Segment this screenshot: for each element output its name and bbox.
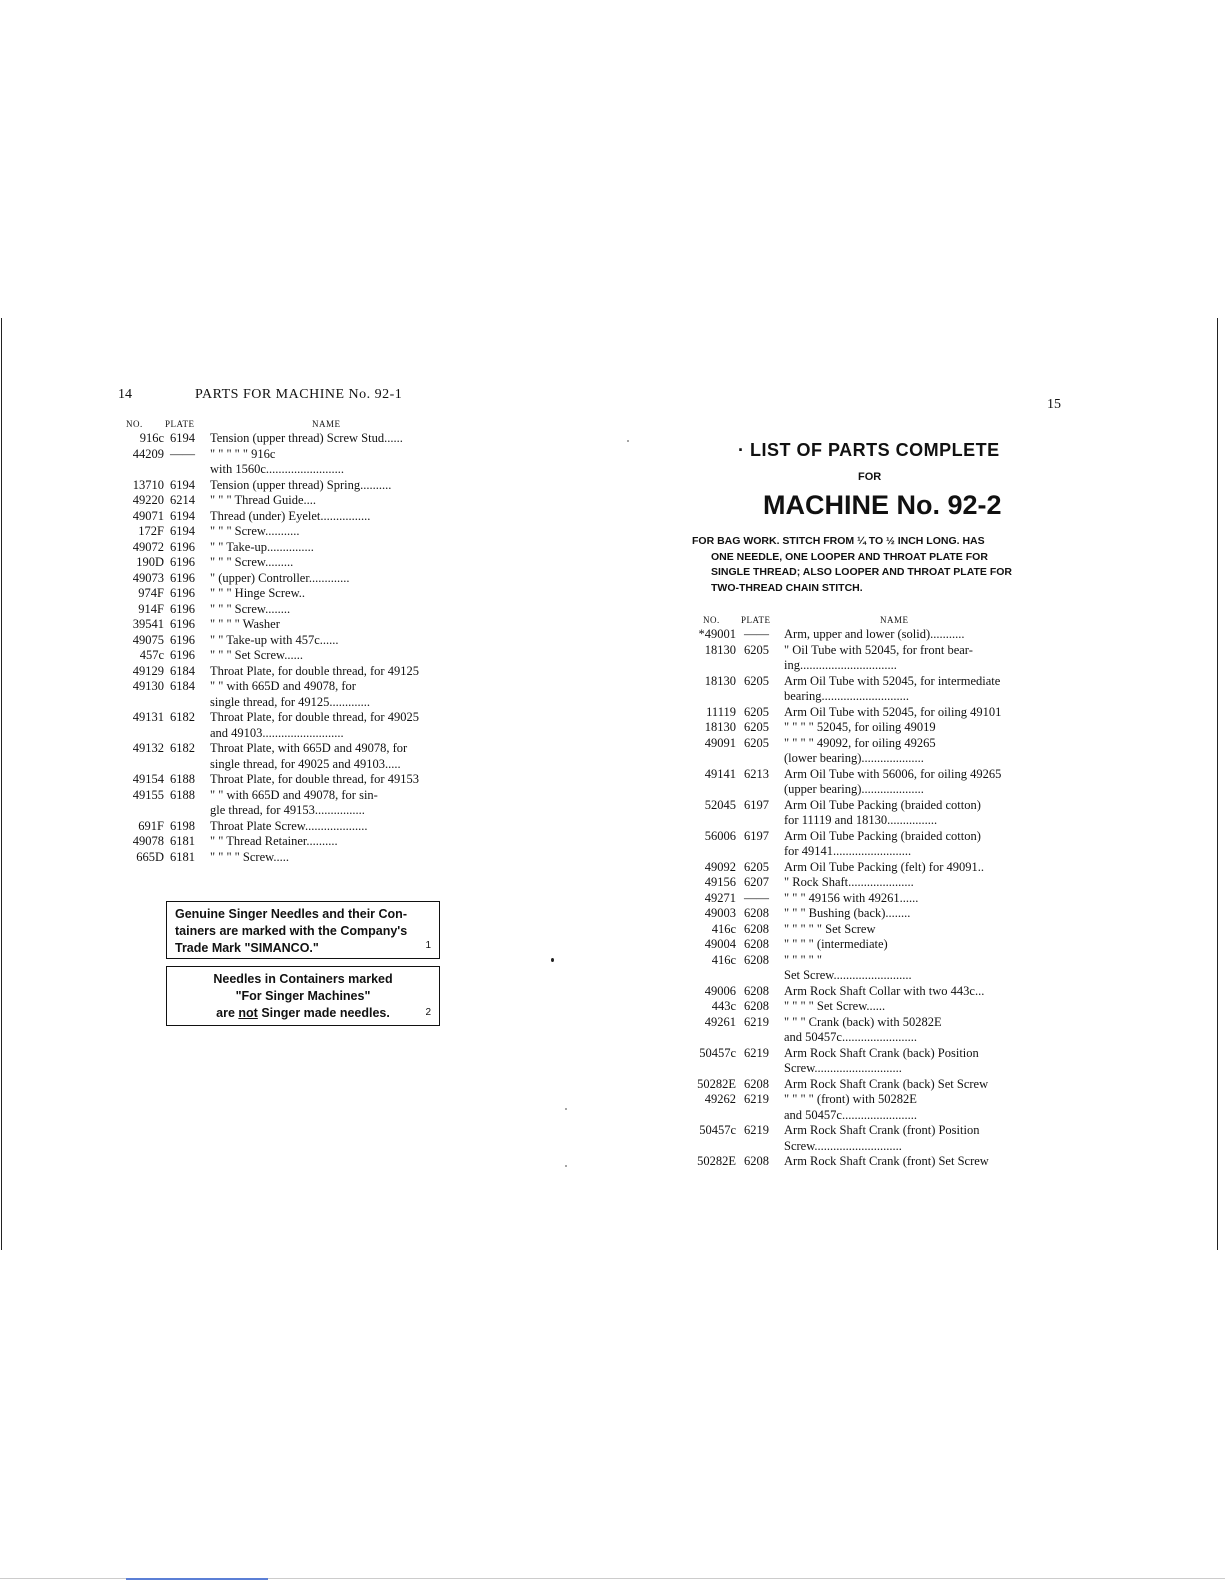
parts-row [690, 689, 1025, 705]
parts-row [690, 1046, 1025, 1062]
part-no: 190D [136, 555, 164, 569]
part-no: 49092 [704, 859, 736, 874]
part-plate: 6194 [170, 477, 195, 492]
part-name: single thread, for 49025 and 49103..... [210, 756, 401, 771]
part-no: 49072 [132, 539, 164, 554]
parts-row [690, 1108, 1025, 1124]
parts-row [690, 813, 1025, 829]
running-head: PARTS FOR MACHINE No. 92-1 [195, 387, 403, 402]
left-page-number: 14 [118, 387, 132, 402]
parts-row [690, 875, 1025, 891]
part-no: 52045 [704, 797, 736, 812]
part-plate: 6188 [170, 787, 195, 802]
part-name: Throat Plate, for double thread, for 49125 [210, 663, 419, 678]
part-no: 49004 [704, 937, 736, 951]
part-plate: 6208 [744, 983, 769, 998]
parts-row [690, 751, 1025, 767]
description-line: FOR BAG WORK. STITCH FROM ¼ TO ½ INCH LONG. HAS [692, 535, 985, 547]
part-plate: 6205 [744, 720, 769, 734]
part-name: " " " " " 916c [210, 446, 276, 461]
parts-row [690, 627, 1025, 643]
part-name: Arm Oil Tube with 52045, for oiling 49101 [784, 704, 1002, 719]
parts-row [690, 782, 1025, 798]
parts-row [690, 1015, 1025, 1031]
part-no: 13710 [132, 477, 164, 492]
left-parts-table [118, 431, 448, 865]
part-plate: —— [170, 446, 195, 461]
part-name: " " " " Set Screw...... [784, 999, 886, 1013]
part-no: 49071 [132, 508, 164, 523]
parts-row [118, 555, 448, 571]
parts-row [118, 633, 448, 649]
part-plate: 6196 [170, 586, 195, 600]
part-name: gle thread, for 49153................ [210, 803, 365, 817]
part-plate: 6196 [170, 539, 195, 554]
part-no: 49091 [704, 735, 736, 750]
parts-row [690, 798, 1025, 814]
part-plate: 6205 [744, 704, 769, 719]
part-no: 49003 [704, 906, 736, 920]
notice-1-number: 1 [425, 940, 431, 951]
part-name: " " " " 52045, for oiling 49019 [784, 720, 936, 734]
parts-row [118, 540, 448, 556]
part-plate: 6196 [170, 601, 195, 616]
part-plate: 6208 [744, 1076, 769, 1091]
part-plate: 6182 [170, 710, 195, 724]
parts-row [118, 726, 448, 742]
part-name: " " " Screw......... [210, 555, 294, 569]
part-no: 49073 [132, 570, 164, 585]
parts-row [118, 710, 448, 726]
part-no: 443c [711, 999, 736, 1013]
parts-row [118, 602, 448, 618]
parts-row [690, 922, 1025, 938]
parts-row [690, 1139, 1025, 1155]
parts-row [690, 658, 1025, 674]
part-no: 457c [139, 648, 164, 662]
part-name: Screw............................ [784, 1061, 902, 1075]
part-name: " " " 49156 with 49261...... [784, 890, 919, 905]
part-no: 50457c [699, 1045, 736, 1060]
part-name: " " " Thread Guide.... [210, 493, 317, 507]
part-name: Arm Oil Tube Packing (braided cotton) [784, 797, 981, 812]
part-no: 56006 [704, 828, 736, 843]
parts-row [690, 860, 1025, 876]
part-name: with 1560c......................... [210, 462, 345, 476]
part-no: 49078 [132, 834, 164, 848]
part-plate: 6219 [744, 1092, 769, 1106]
part-name: and 50457c........................ [784, 1030, 917, 1044]
part-name: (upper bearing).................... [784, 782, 924, 796]
part-no: 49220 [132, 493, 164, 507]
part-name: and 49103.......................... [210, 725, 344, 740]
part-plate: 6188 [170, 772, 195, 786]
part-name: Set Screw......................... [784, 968, 912, 982]
right-col-no-header: NO. [703, 615, 720, 625]
part-no: 914F [138, 601, 164, 616]
scan-speck [565, 1108, 567, 1110]
left-col-name-header: NAME [312, 419, 341, 429]
parts-row [690, 1154, 1025, 1170]
parts-row [118, 788, 448, 804]
notice-1-line: Trade Mark "SIMANCO." [175, 941, 319, 955]
part-no: 665D [136, 849, 164, 864]
part-plate: 6181 [170, 849, 195, 864]
part-plate: 6205 [744, 673, 769, 688]
right-parts-table [690, 627, 1025, 1170]
part-no: 50282E [697, 1076, 736, 1091]
part-name: Throat Plate, with 665D and 49078, for [210, 741, 408, 755]
right-col-plate-header: PLATE [741, 615, 771, 625]
notice-2-line: Needles in Containers marked [213, 972, 393, 986]
part-name: Arm Rock Shaft Crank (front) Set Screw [784, 1154, 989, 1168]
parts-row [118, 850, 448, 866]
part-no: 49006 [704, 983, 736, 998]
part-name: " " Take-up with 457c...... [210, 632, 339, 647]
part-name: Arm Oil Tube with 56006, for oiling 49265 [784, 766, 1002, 781]
part-name: " " " Screw........ [210, 601, 291, 616]
parts-row [118, 447, 448, 463]
left-col-no-header: NO. [126, 419, 143, 429]
page-edge-left [1, 318, 2, 1250]
parts-row [118, 772, 448, 788]
part-name: " (upper) Controller............. [210, 570, 350, 585]
parts-row [690, 1123, 1025, 1139]
part-no: 49154 [132, 772, 164, 786]
notice-2-line: "For Singer Machines" [235, 989, 371, 1003]
parts-row [690, 906, 1025, 922]
parts-row [690, 968, 1025, 984]
part-plate: 6194 [170, 431, 195, 445]
machine-description [692, 534, 1032, 596]
parts-row [690, 953, 1025, 969]
notice-1-line: tainers are marked with the Company's [175, 924, 408, 938]
notice-1-line: Genuine Singer Needles and their Con- [175, 907, 407, 921]
part-plate: 6194 [170, 508, 195, 523]
part-name: " " " Bushing (back)........ [784, 906, 911, 920]
part-plate: 6208 [744, 952, 769, 967]
part-name: Arm Rock Shaft Collar with two 443c... [784, 983, 985, 998]
part-plate: 6184 [170, 663, 195, 678]
part-name: " " Thread Retainer.......... [210, 834, 338, 848]
part-name: Arm Oil Tube Packing (felt) for 49091.. [784, 859, 984, 874]
description-line: SINGLE THREAD; ALSO LOOPER AND THROAT PLATE FOR [711, 566, 1012, 578]
part-name: " " " " 49092, for oiling 49265 [784, 735, 936, 750]
part-plate: 6196 [170, 632, 195, 647]
parts-row [118, 431, 448, 447]
part-no: 50282E [697, 1154, 736, 1168]
part-plate: 6181 [170, 834, 195, 848]
part-name: " " " Screw........... [210, 524, 300, 538]
part-plate: 6208 [744, 906, 769, 920]
part-no: 18130 [704, 720, 736, 734]
part-name: Arm Oil Tube with 52045, for intermediate [784, 673, 1001, 688]
part-no: 18130 [704, 642, 736, 657]
right-col-name-header: NAME [880, 615, 909, 625]
part-name: " " " " " Set Screw [784, 921, 876, 936]
description-line: TWO-THREAD CHAIN STITCH. [711, 581, 863, 594]
part-name: Arm Rock Shaft Crank (back) Position [784, 1045, 979, 1060]
part-name: for 49141......................... [784, 844, 912, 858]
part-plate: 6196 [170, 570, 195, 585]
parts-row [118, 571, 448, 587]
part-name: " " Take-up............... [210, 539, 314, 554]
part-plate: —— [744, 890, 769, 905]
parts-row [690, 674, 1025, 690]
part-name: " " " " " [784, 952, 823, 967]
part-name: " " " Set Screw...... [210, 648, 303, 662]
scan-speck [551, 958, 554, 962]
part-no: 44209 [132, 446, 164, 461]
part-plate: 6196 [170, 648, 195, 662]
part-no: 916c [139, 431, 164, 445]
part-name: " " " Hinge Screw.. [210, 586, 306, 600]
right-page-number: 15 [1047, 397, 1061, 412]
part-no: 416c [711, 952, 736, 967]
part-no: 11119 [706, 704, 736, 719]
link-underline[interactable] [126, 1578, 268, 1580]
part-name: Screw............................ [784, 1138, 902, 1153]
part-no: 49131 [132, 710, 164, 724]
part-name: Throat Plate, for double thread, for 49025 [210, 710, 419, 724]
parts-row [690, 705, 1025, 721]
parts-row [118, 478, 448, 494]
parts-row [118, 509, 448, 525]
parts-row [690, 1030, 1025, 1046]
part-name: " " " Crank (back) with 50282E [784, 1014, 942, 1029]
notice-2-underlined-word: not [238, 1006, 258, 1020]
parts-row [690, 720, 1025, 736]
part-plate: 6198 [170, 818, 195, 833]
scan-speck [565, 1165, 567, 1167]
part-name: " " " " Screw..... [210, 849, 289, 864]
part-plate: 6205 [744, 859, 769, 874]
part-name: Thread (under) Eyelet................ [210, 508, 371, 523]
parts-row [118, 757, 448, 773]
parts-row [118, 648, 448, 664]
part-no: 416c [711, 921, 736, 936]
page-edge-right [1217, 318, 1218, 1250]
parts-row [118, 819, 448, 835]
part-plate: 6182 [170, 741, 195, 755]
part-no: 49075 [132, 632, 164, 647]
parts-row [690, 767, 1025, 783]
parts-row [118, 664, 448, 680]
part-plate: 6196 [170, 555, 195, 569]
part-plate: 6184 [170, 679, 195, 693]
title-for: FOR [858, 471, 882, 483]
parts-row [690, 1061, 1025, 1077]
part-plate: 6219 [744, 1014, 769, 1029]
list-title: · LIST OF PARTS COMPLETE [738, 440, 1000, 460]
parts-row [690, 643, 1025, 659]
part-no: 49155 [132, 787, 164, 802]
part-name: Arm, upper and lower (solid)........... [784, 627, 965, 641]
notice-2-line: are not Singer made needles. [216, 1006, 390, 1020]
part-plate: —— [744, 627, 769, 641]
description-line: ONE NEEDLE, ONE LOOPER AND THROAT PLATE FOR [711, 550, 988, 563]
part-name: and 50457c........................ [784, 1107, 917, 1122]
left-col-plate-header: PLATE [165, 419, 195, 429]
parts-row [118, 695, 448, 711]
parts-row [690, 829, 1025, 845]
part-name: " " " " Washer [210, 617, 280, 631]
parts-row [118, 803, 448, 819]
part-plate: 6208 [744, 1154, 769, 1168]
part-no: 18130 [704, 673, 736, 688]
part-name: " Rock Shaft..................... [784, 875, 914, 889]
part-name: for 11119 and 18130................ [784, 813, 938, 827]
part-plate: 6214 [170, 493, 195, 507]
parts-row [118, 524, 448, 540]
part-no: 49262 [704, 1092, 736, 1106]
part-no: 49130 [132, 679, 164, 693]
part-plate: 6207 [744, 875, 769, 889]
parts-row [690, 1077, 1025, 1093]
part-plate: 6208 [744, 921, 769, 936]
part-name: Arm Rock Shaft Crank (back) Set Screw [784, 1076, 989, 1091]
parts-row [118, 586, 448, 602]
part-no: 49271 [704, 890, 736, 905]
parts-row [118, 834, 448, 850]
part-no: *49001 [698, 627, 736, 641]
parts-row [690, 844, 1025, 860]
parts-row [690, 891, 1025, 907]
part-name: single thread, for 49125............. [210, 694, 371, 709]
part-name: " " with 665D and 49078, for sin- [210, 787, 378, 802]
parts-row [690, 937, 1025, 953]
parts-row [690, 1092, 1025, 1108]
parts-row [118, 493, 448, 509]
part-no: 39541 [132, 617, 164, 631]
part-plate: 6197 [744, 828, 769, 843]
part-no: 49129 [132, 663, 164, 678]
part-plate: 6213 [744, 766, 769, 781]
part-plate: 6219 [744, 1045, 769, 1060]
part-name: " " with 665D and 49078, for [210, 679, 356, 693]
parts-row [690, 999, 1025, 1015]
notice-2-number: 2 [425, 1007, 431, 1018]
machine-title: MACHINE No. 92-2 [763, 490, 1002, 520]
part-plate: 6205 [744, 735, 769, 750]
part-name: Tension (upper thread) Spring.......... [210, 477, 392, 492]
part-no: 50457c [699, 1123, 736, 1137]
part-name: ing............................... [784, 658, 897, 672]
notice-box-containers [166, 966, 440, 1026]
part-name: " " " " (intermediate) [784, 937, 888, 951]
part-no: 974F [138, 586, 164, 600]
scan-speck [627, 440, 629, 442]
part-no: 49261 [704, 1014, 736, 1029]
part-name: bearing............................ [784, 689, 909, 703]
part-no: 49141 [704, 766, 736, 781]
part-plate: 6196 [170, 617, 195, 631]
part-plate: 6197 [744, 797, 769, 812]
part-plate: 6208 [744, 937, 769, 951]
part-name: Throat Plate Screw.................... [210, 818, 368, 833]
part-no: 691F [138, 818, 164, 833]
part-name: Tension (upper thread) Screw Stud...... [210, 431, 403, 445]
part-plate: 6219 [744, 1123, 769, 1137]
part-plate: 6205 [744, 642, 769, 657]
part-name: Throat Plate, for double thread, for 49153 [210, 772, 419, 786]
parts-row [118, 741, 448, 757]
part-name: (lower bearing).................... [784, 751, 924, 765]
part-no: 172F [138, 524, 164, 538]
part-name: " Oil Tube with 52045, for front bear- [784, 642, 973, 657]
parts-row [690, 736, 1025, 752]
parts-row [118, 617, 448, 633]
parts-row [118, 679, 448, 695]
part-no: 49132 [132, 741, 164, 755]
notice-box-simanco [166, 901, 440, 959]
part-plate: 6194 [170, 524, 195, 538]
part-name: Arm Rock Shaft Crank (front) Position [784, 1123, 980, 1137]
part-no: 49156 [704, 875, 736, 889]
parts-row [690, 984, 1025, 1000]
part-name: " " " " (front) with 50282E [784, 1092, 917, 1106]
parts-row [118, 462, 448, 478]
part-plate: 6208 [744, 999, 769, 1013]
part-name: Arm Oil Tube Packing (braided cotton) [784, 828, 981, 843]
